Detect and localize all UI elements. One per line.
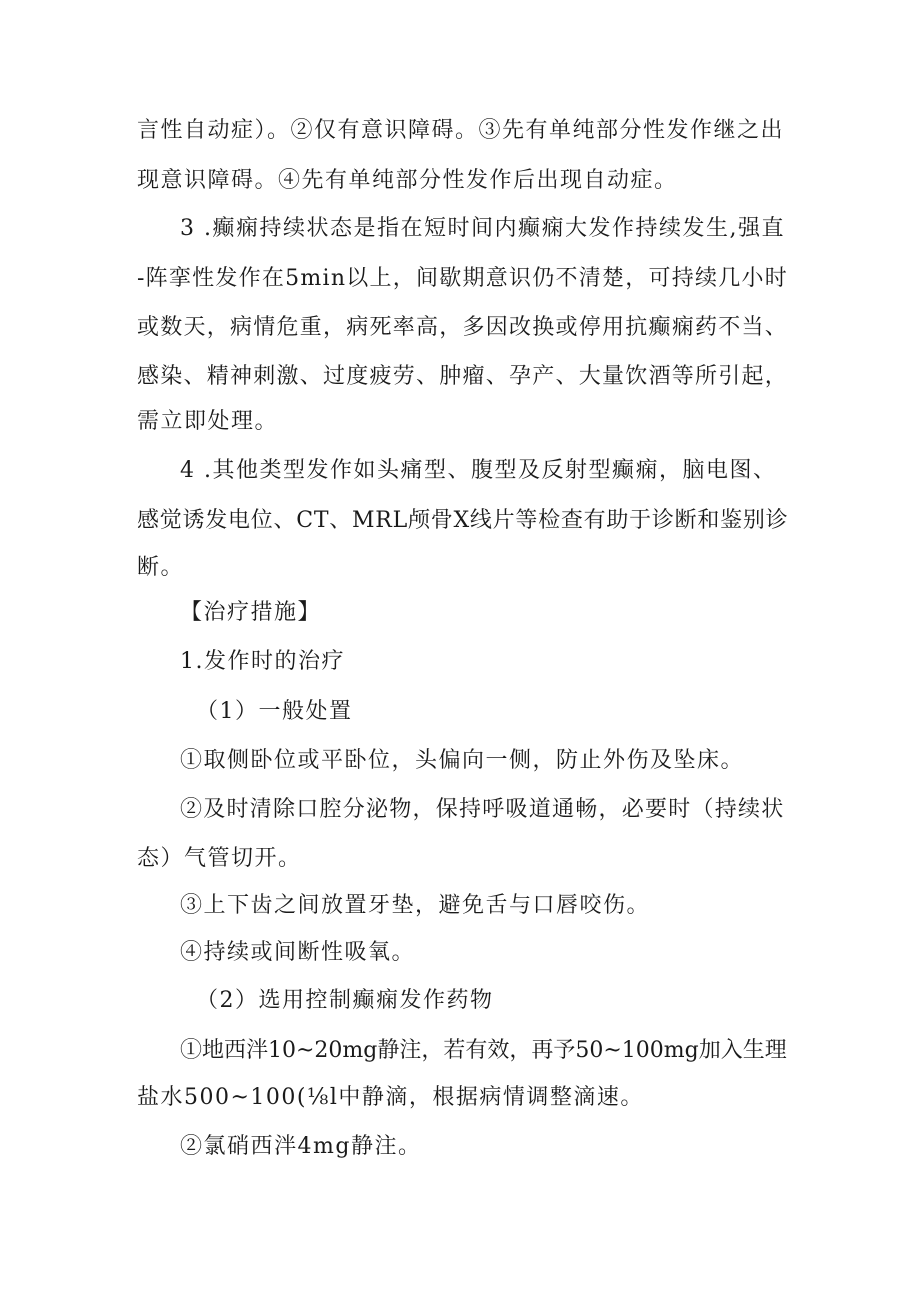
text-line: ②及时清除口腔分泌物，保持呼吸道通畅，必要时（持续状: [180, 797, 785, 822]
text-line: 态）气管切开。: [137, 846, 302, 871]
text-line: 需立即处理。: [137, 409, 279, 434]
text-line: 3 .癫痫持续状态是指在短时间内癫痫大发作持续发生,强直: [180, 216, 785, 241]
text-line: -阵挛性发作在5min以上，间歇期意识仍不清楚，可持续几小时: [137, 266, 788, 291]
text-line: 感染、精神刺激、过度疲劳、肿瘤、孕产、大量饮酒等所引起，: [137, 364, 789, 389]
text-line: 或数天，病情危重，病死率高，多因改换或停用抗癫痫药不当、: [137, 315, 789, 340]
subsection-heading: （1）一般处置: [196, 699, 353, 724]
text-line: 感觉诱发电位、CT、MRL颅骨X线片等检查有助于诊断和鉴别诊: [137, 508, 789, 533]
text-line: 4 .其他类型发作如头痛型、腹型及反射型癫痫，脑电图、: [180, 458, 777, 483]
text-line: ④持续或间断性吸氧。: [180, 940, 416, 965]
text-line: 现意识障碍。④先有单纯部分性发作后出现自动症。: [137, 168, 678, 193]
text-line: 言性自动症）。②仅有意识障碍。③先有单纯部分性发作继之出: [137, 118, 785, 143]
section-heading: 【治疗措施】: [180, 600, 322, 625]
subsection-heading: （2）选用控制癫痫发作药物: [196, 988, 494, 1013]
text-line: ①地西泮10~20mg静注，若有效，再予50~100mg加入生理: [180, 1038, 787, 1063]
text-line: ①取侧卧位或平卧位，头偏向一侧，防止外伤及坠床。: [180, 748, 745, 773]
text-line: ③上下齿之间放置牙垫，避免舌与口唇咬伤。: [180, 893, 651, 918]
text-line: 断。: [137, 555, 185, 580]
text-line: 盐水500~100(⅛l中静滴，根据病情调整滴速。: [137, 1085, 644, 1110]
subsection-heading: 1.发作时的治疗: [180, 649, 345, 674]
text-line: ②氯硝西泮4mg静注。: [180, 1134, 422, 1159]
